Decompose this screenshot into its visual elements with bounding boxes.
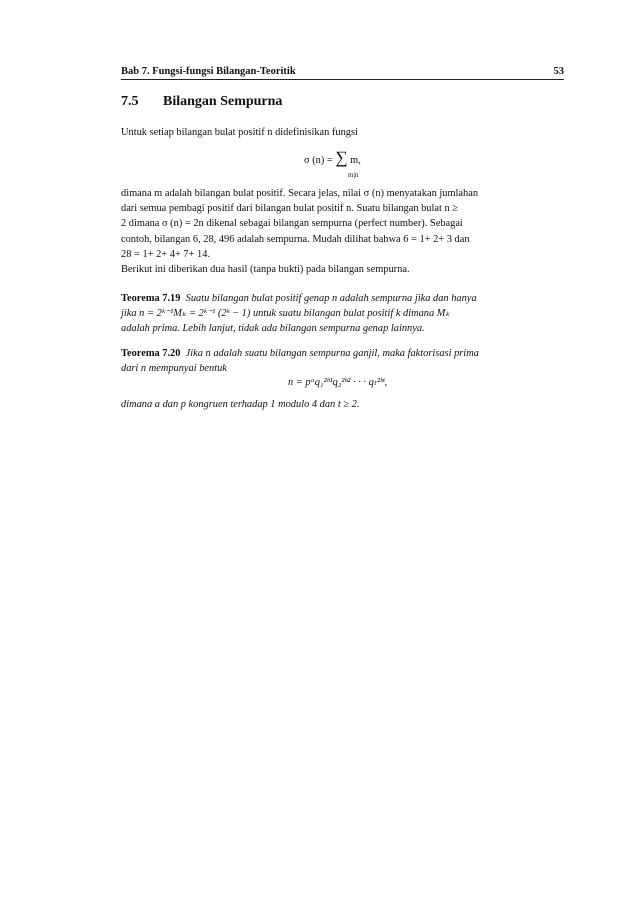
factorization-equation: n = pᵃq₁²ᵇ¹q₂²ᵇ² · · · qₜ²ᵇᵗ, (288, 377, 388, 388)
section-number: 7.5 (121, 94, 139, 109)
section-heading (121, 94, 282, 110)
para-line: 28 = 1+ 2+ 4+ 7+ 14. (121, 248, 211, 260)
para-line: 2 dimana σ (n) = 2n dikenal sebagai bilangan sempurna (perfect number). Sebagai (121, 218, 463, 230)
theorem-text: Jika n adalah suatu bilangan sempurna ganjil, maka faktorisasi prima (185, 348, 479, 359)
para-line: Berikut ini diberikan dua hasil (tanpa bukti) pada bilangan sempurna. (121, 264, 410, 276)
intro-line: Untuk setiap bilangan bulat positif n didefinisikan fungsi (121, 127, 358, 138)
para-line: contoh, bilangan 6, 28, 496 adalah sempurna. Mudah dilihat bahwa 6 = 1+ 2+ 3 dan (121, 233, 470, 245)
page-number: 53 (553, 66, 564, 77)
para-line: dari semua pembagi positif dari bilangan bulat positif n. Suatu bilangan bulat n ≥ (121, 203, 458, 215)
theorem-text: dari n mempunyai bentuk (121, 363, 227, 375)
theorem-7-20 (121, 346, 564, 376)
theorem-label: Teorema 7.19 (121, 293, 181, 304)
sigma-equation (304, 148, 361, 168)
running-header (121, 61, 564, 77)
theorem-text: dimana a dan p kongruen terhadap 1 modulo 4 dan t ≥ 2. (121, 399, 360, 410)
theorem-7-19 (121, 291, 564, 337)
sum-term: m, (350, 155, 361, 166)
sum-symbol: ∑ (335, 148, 348, 167)
theorem-text: jika n = 2ᵏ⁻¹Mₖ = 2ᵏ⁻¹ (2ᵏ − 1) untuk suatu bilangan bulat positif k dimana Mₖ (121, 308, 450, 320)
theorem-label: Teorema 7.20 (121, 348, 181, 359)
section-title: Bilangan Sempurna (163, 94, 283, 109)
chapter-title: Bab 7. Fungsi-fungsi Bilangan-Teoritik (121, 66, 296, 77)
theorem-text: adalah prima. Lebih lanjut, tidak ada bilangan sempurna genap lainnya. (121, 323, 425, 335)
header-rule (121, 79, 564, 80)
sigma-lhs: σ (n) = (304, 155, 333, 166)
sum-subscript: m|n (348, 171, 359, 179)
paragraph-definition (121, 186, 564, 277)
theorem-text: Suatu bilangan bulat positif genap n adalah sempurna jika dan hanya (185, 293, 477, 304)
para-line: dimana m adalah bilangan bulat positif. Secara jelas, nilai σ (n) menyatakan jumlahan (121, 188, 479, 199)
